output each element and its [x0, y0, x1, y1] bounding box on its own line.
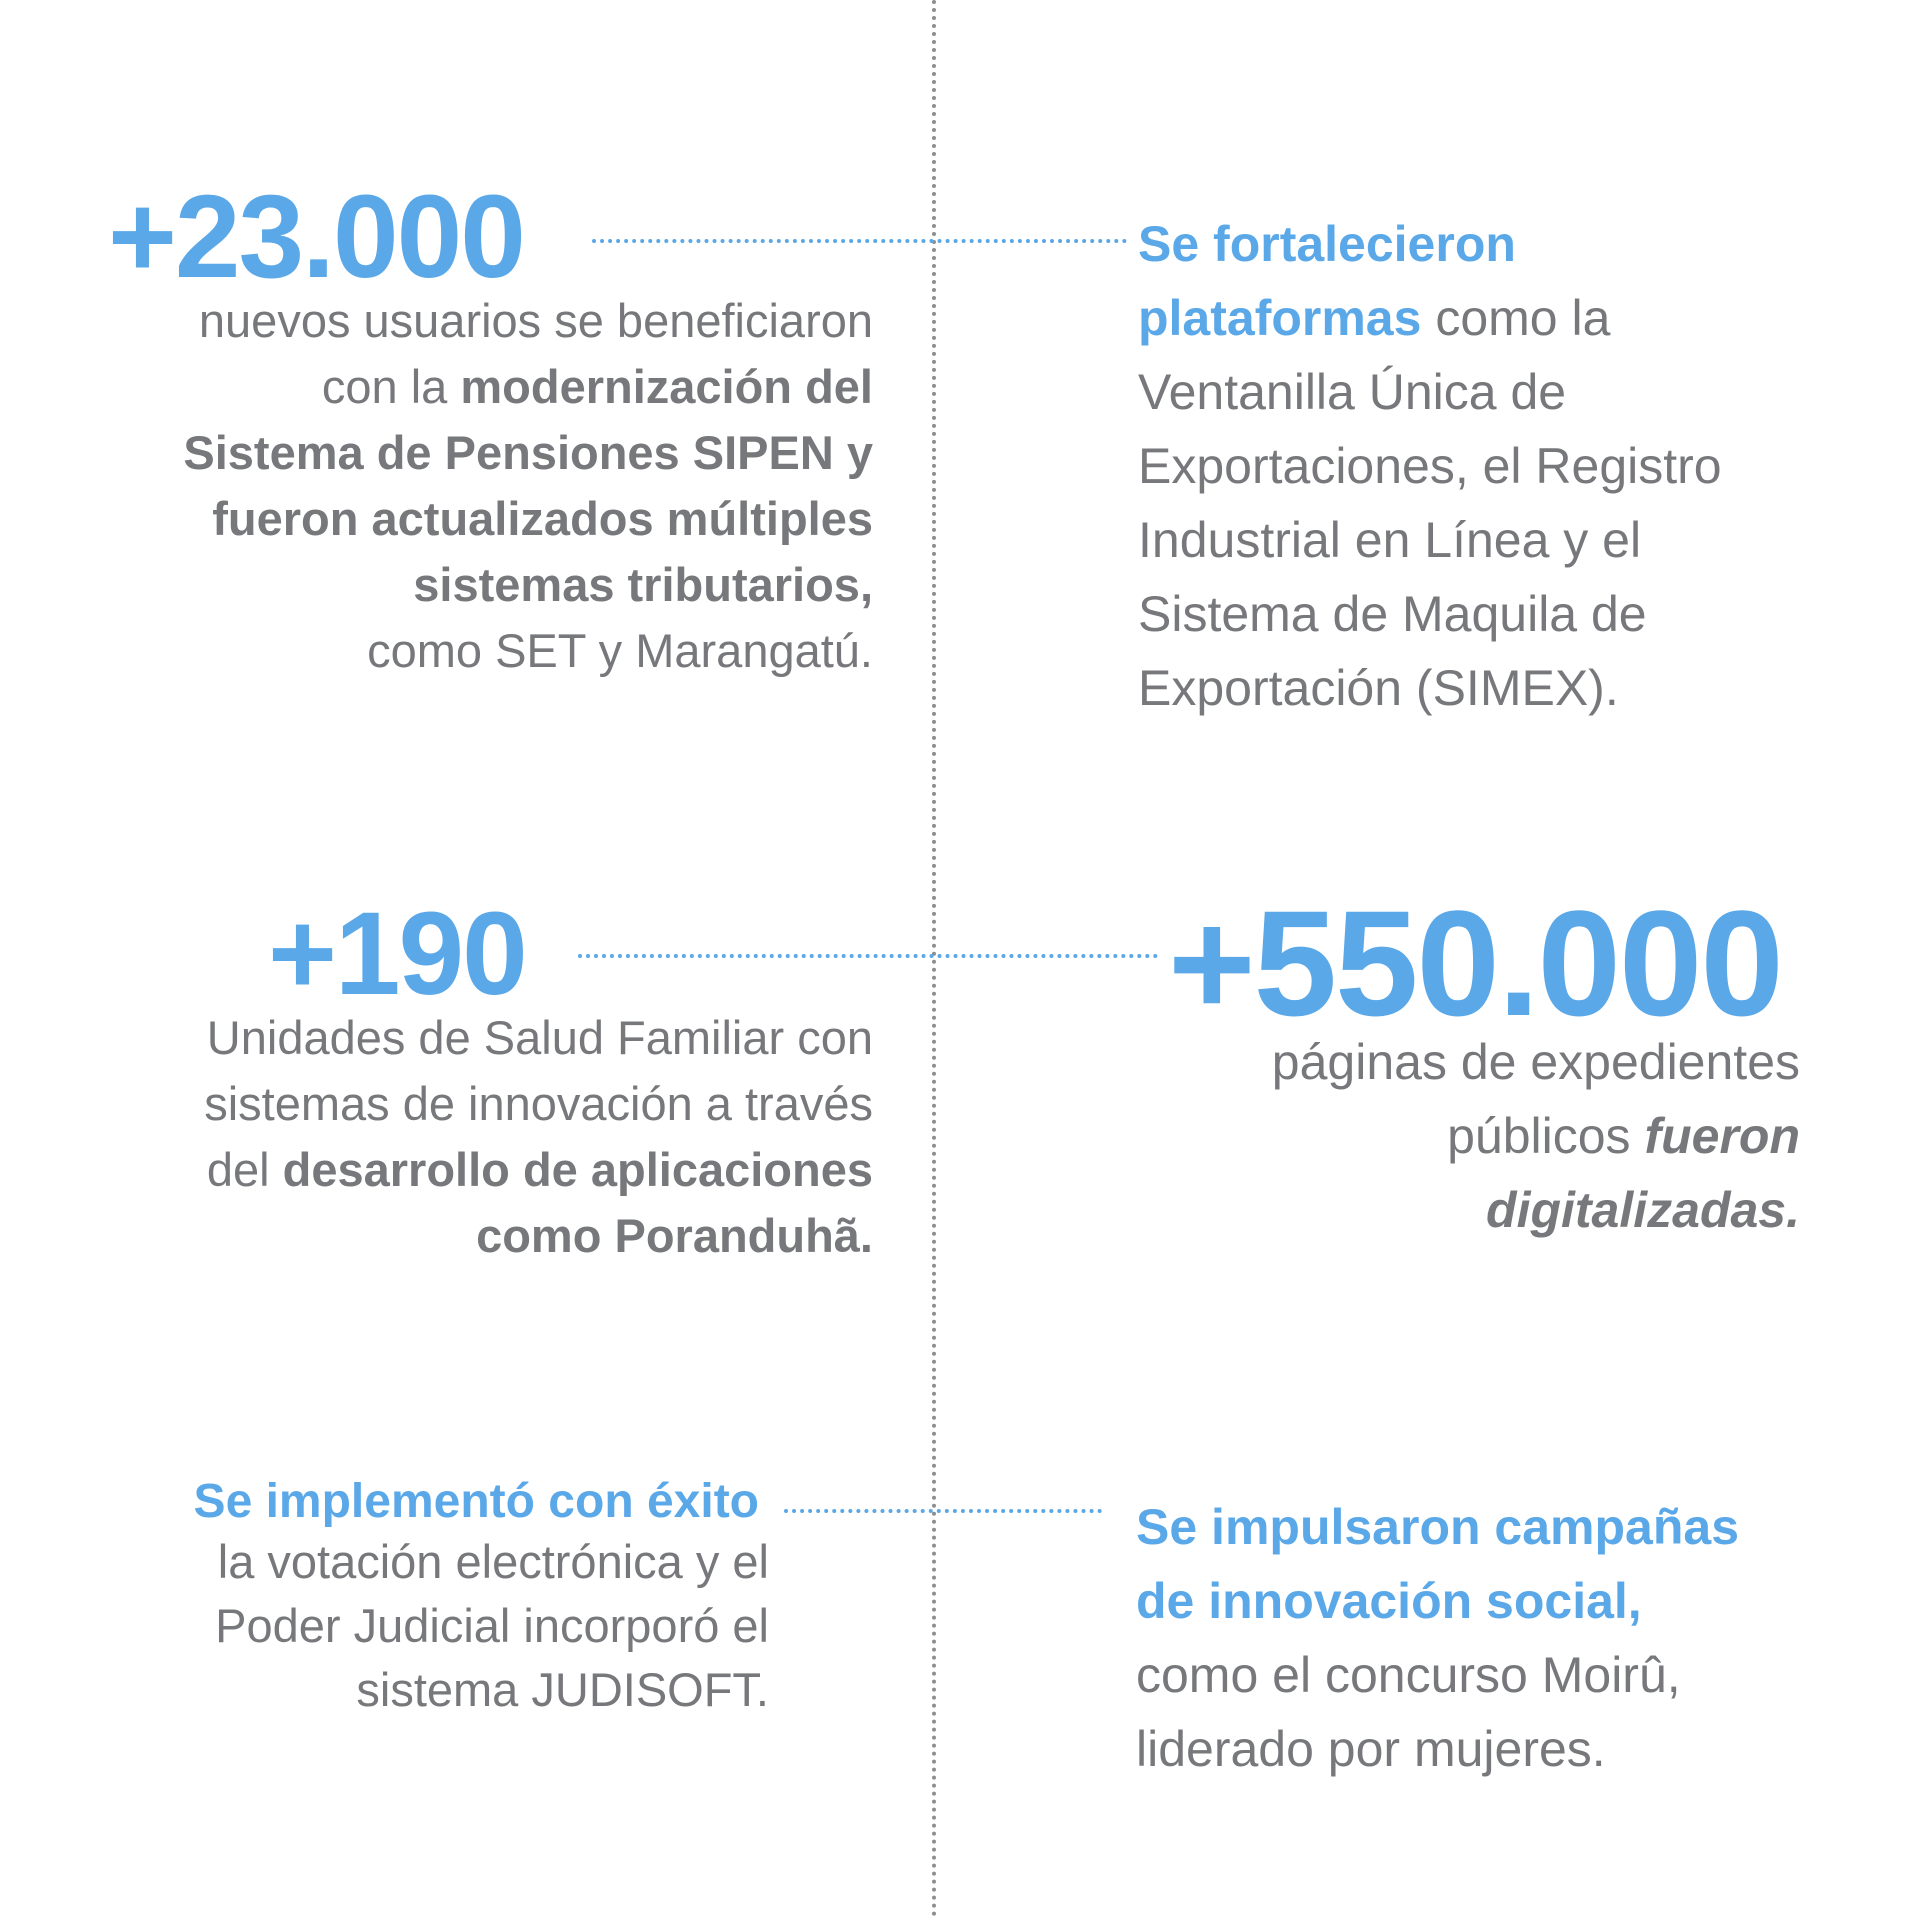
stat5-line1: la votación electrónica y el [217, 1535, 769, 1588]
stat1-line5: sistemas tributarios, [413, 558, 873, 611]
stat3-number: +190 [268, 888, 526, 1020]
stat4-line2-regular: públicos [1447, 1108, 1645, 1164]
stat4-line3: digitalizadas. [1486, 1182, 1800, 1238]
stat1-line6: como SET y Marangatú. [367, 624, 873, 677]
stat3-line3-regular: del [206, 1143, 283, 1196]
stat2-line5: Industrial en Línea y el [1138, 512, 1642, 568]
stat2-line2 [1138, 281, 1898, 355]
stat5-block [19, 1472, 769, 1722]
stat4-line1: páginas de expedientes [1271, 1034, 1800, 1090]
stat3-line2: sistemas de innovación a través [204, 1077, 873, 1130]
stat4-line2 [1040, 1099, 1800, 1173]
stat2-description [1138, 207, 1898, 725]
stat1-line2 [53, 354, 873, 420]
stat5-description [19, 1530, 769, 1722]
center-divider [932, 0, 936, 1918]
stat3-line1: Unidades de Salud Familiar con [206, 1011, 873, 1064]
stat2-heading-line2: plataformas [1138, 290, 1422, 346]
stat6-line3: como el concurso Moirû, [1136, 1647, 1681, 1703]
stat1-number: +23.000 [108, 171, 524, 303]
stat1-line4: fueron actualizados múltiples [212, 492, 873, 545]
stat2-line2-rest: como la [1421, 290, 1611, 346]
stat1-line2-bold: modernización del [460, 360, 873, 413]
stat3-line3-bold: desarrollo de aplicaciones [282, 1143, 873, 1196]
stat2-line7: Exportación (SIMEX). [1138, 660, 1619, 716]
stat3-description [53, 1005, 873, 1269]
stat3-line3 [53, 1137, 873, 1203]
stat6-description [1136, 1490, 1896, 1786]
stat6-heading-line2: de innovación social, [1136, 1573, 1642, 1629]
stat2-heading-line1: Se fortalecieron [1138, 216, 1516, 272]
connector-line-3 [784, 1509, 1102, 1513]
stat5-heading: Se implementó con éxito [193, 1475, 759, 1528]
stat1-description [53, 288, 873, 684]
stat2-line3: Ventanilla Única de [1138, 364, 1567, 420]
stat4-line2-bold: fueron [1644, 1108, 1800, 1164]
stat5-line3: sistema JUDISOFT. [356, 1663, 769, 1716]
stat6-heading-line1: Se impulsaron campañas [1136, 1499, 1740, 1555]
stat1-line3: Sistema de Pensiones SIPEN y [183, 426, 873, 479]
stat4-number: +550.000 [1168, 879, 1782, 1047]
stat4-description [1040, 1025, 1800, 1247]
stat3-line4: como Poranduhã. [476, 1209, 873, 1262]
stat2-line6: Sistema de Maquila de [1138, 586, 1647, 642]
connector-line-1 [592, 239, 1127, 243]
connector-line-2 [578, 954, 1158, 958]
stat1-line2-regular: con la [321, 360, 461, 413]
stat1-line1: nuevos usuarios se beneficiaron [198, 294, 873, 347]
stat5-line2: Poder Judicial incorporó el [215, 1599, 769, 1652]
stat6-line4: liderado por mujeres. [1136, 1721, 1606, 1777]
stat2-line4: Exportaciones, el Registro [1138, 438, 1722, 494]
